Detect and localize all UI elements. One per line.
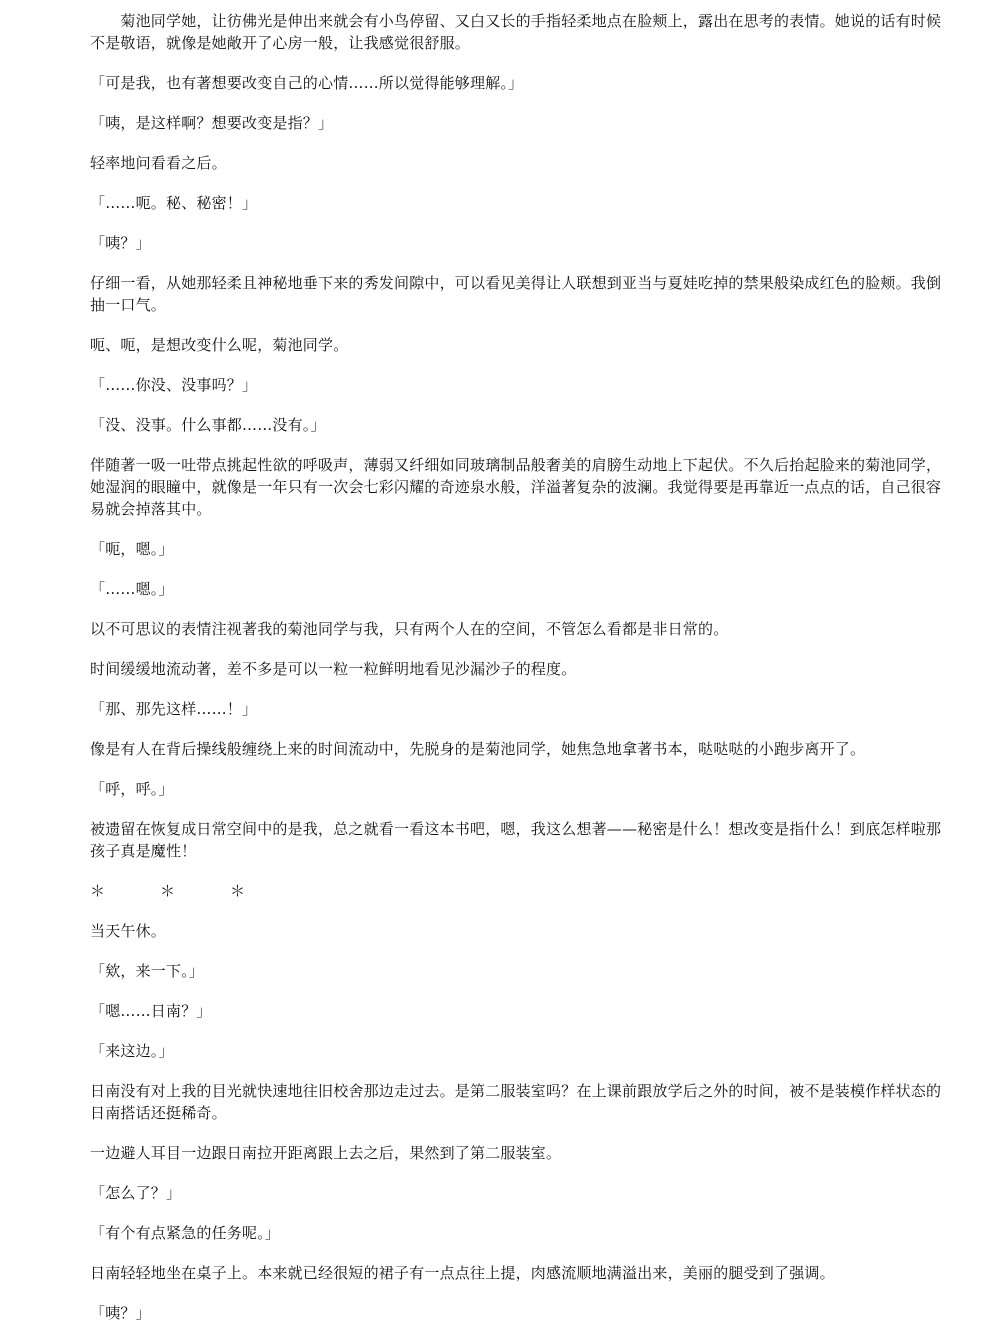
paragraph: 「……嗯。」 [90, 580, 174, 598]
paragraph: 当天午休。 [90, 922, 167, 940]
paragraph: 时间缓缓地流动著，差不多是可以一粒一粒鲜明地看见沙漏沙子的程度。 [90, 660, 577, 678]
paragraph: 「来这边。」 [90, 1042, 174, 1060]
paragraph: 「嗯……日南？」 [90, 1002, 212, 1020]
paragraph: 「欸，来一下。」 [90, 962, 205, 980]
paragraph: 「可是我，也有著想要改变自己的心情……所以觉得能够理解。」 [90, 74, 524, 92]
paragraph: 被遗留在恢复成日常空间中的是我，总之就看一看这本书吧，嗯，我这么想著——秘密是什么！想改变是指什么！到底怎样啦那孩子真是魔性！ [90, 820, 942, 860]
paragraph: 日南轻轻地坐在桌子上。本来就已经很短的裙子有一点点往上提，肉感流顺地满溢出来，美丽的腿受到了强调。 [90, 1264, 835, 1282]
paragraph: 像是有人在背后操线般缠绕上来的时间流动中，先脱身的是菊池同学，她焦急地拿著书本，哒哒哒的小跑步离开了。 [90, 740, 866, 758]
paragraph: 「没、没事。什么事都……没有。」 [90, 416, 326, 434]
paragraph: 「呼，呼。」 [90, 780, 174, 798]
paragraph: 「……呃。秘、秘密！」 [90, 194, 258, 212]
paragraph: 「咦？」 [90, 234, 151, 252]
paragraph: 仔细一看，从她那轻柔且神秘地垂下来的秀发间隙中，可以看见美得让人联想到亚当与夏娃吃掉的禁果般染成红色的脸颊。我倒抽一口气。 [90, 274, 942, 314]
paragraph: 轻率地问看看之后。 [90, 154, 227, 172]
paragraph: 菊池同学她，让彷佛光是伸出来就会有小鸟停留、又白又长的手指轻柔地点在脸颊上，露出在思考的表情。她说的话有时候不是敬语，就像是她敞开了心房一般，让我感觉很舒服。 [90, 12, 942, 52]
paragraph: 以不可思议的表情注视著我的菊池同学与我，只有两个人在的空间，不管怎么看都是非日常的。 [90, 620, 729, 638]
paragraph: 呃、呃，是想改变什么呢，菊池同学。 [90, 336, 349, 354]
paragraph: 「那、那先这样……！」 [90, 700, 258, 718]
paragraph: 「……你没、没事吗？」 [90, 376, 258, 394]
paragraph: 日南没有对上我的目光就快速地往旧校舍那边走过去。是第二服装室吗？在上课前跟放学后之外的时间，被不是装模作样状态的日南搭话还挺稀奇。 [90, 1082, 942, 1122]
paragraph: 伴随著一吸一吐带点挑起性欲的呼吸声，薄弱又纤细如同玻璃制品般奢美的肩膀生动地上下起伏。不久后抬起脸来的菊池同学，她湿润的眼瞳中，就像是一年只有一次会七彩闪耀的奇迹泉水般，洋溢著复杂的波澜。我觉得要是再靠近一点点的话，自己很容易就会掉落其中。 [90, 456, 942, 518]
scene-break: ＊ ＊ ＊ [90, 882, 266, 900]
paragraph: 一边避人耳目一边跟日南拉开距离跟上去之后，果然到了第二服装室。 [90, 1144, 562, 1162]
paragraph: 「咦？」 [90, 1304, 151, 1322]
paragraph: 「咦，是这样啊？想要改变是指？」 [90, 114, 334, 132]
paragraph: 「呃，嗯。」 [90, 540, 174, 558]
paragraph: 「有个有点紧急的任务呢。」 [90, 1224, 281, 1242]
document-page [90, 10, 945, 1342]
paragraph: 「怎么了？」 [90, 1184, 182, 1202]
